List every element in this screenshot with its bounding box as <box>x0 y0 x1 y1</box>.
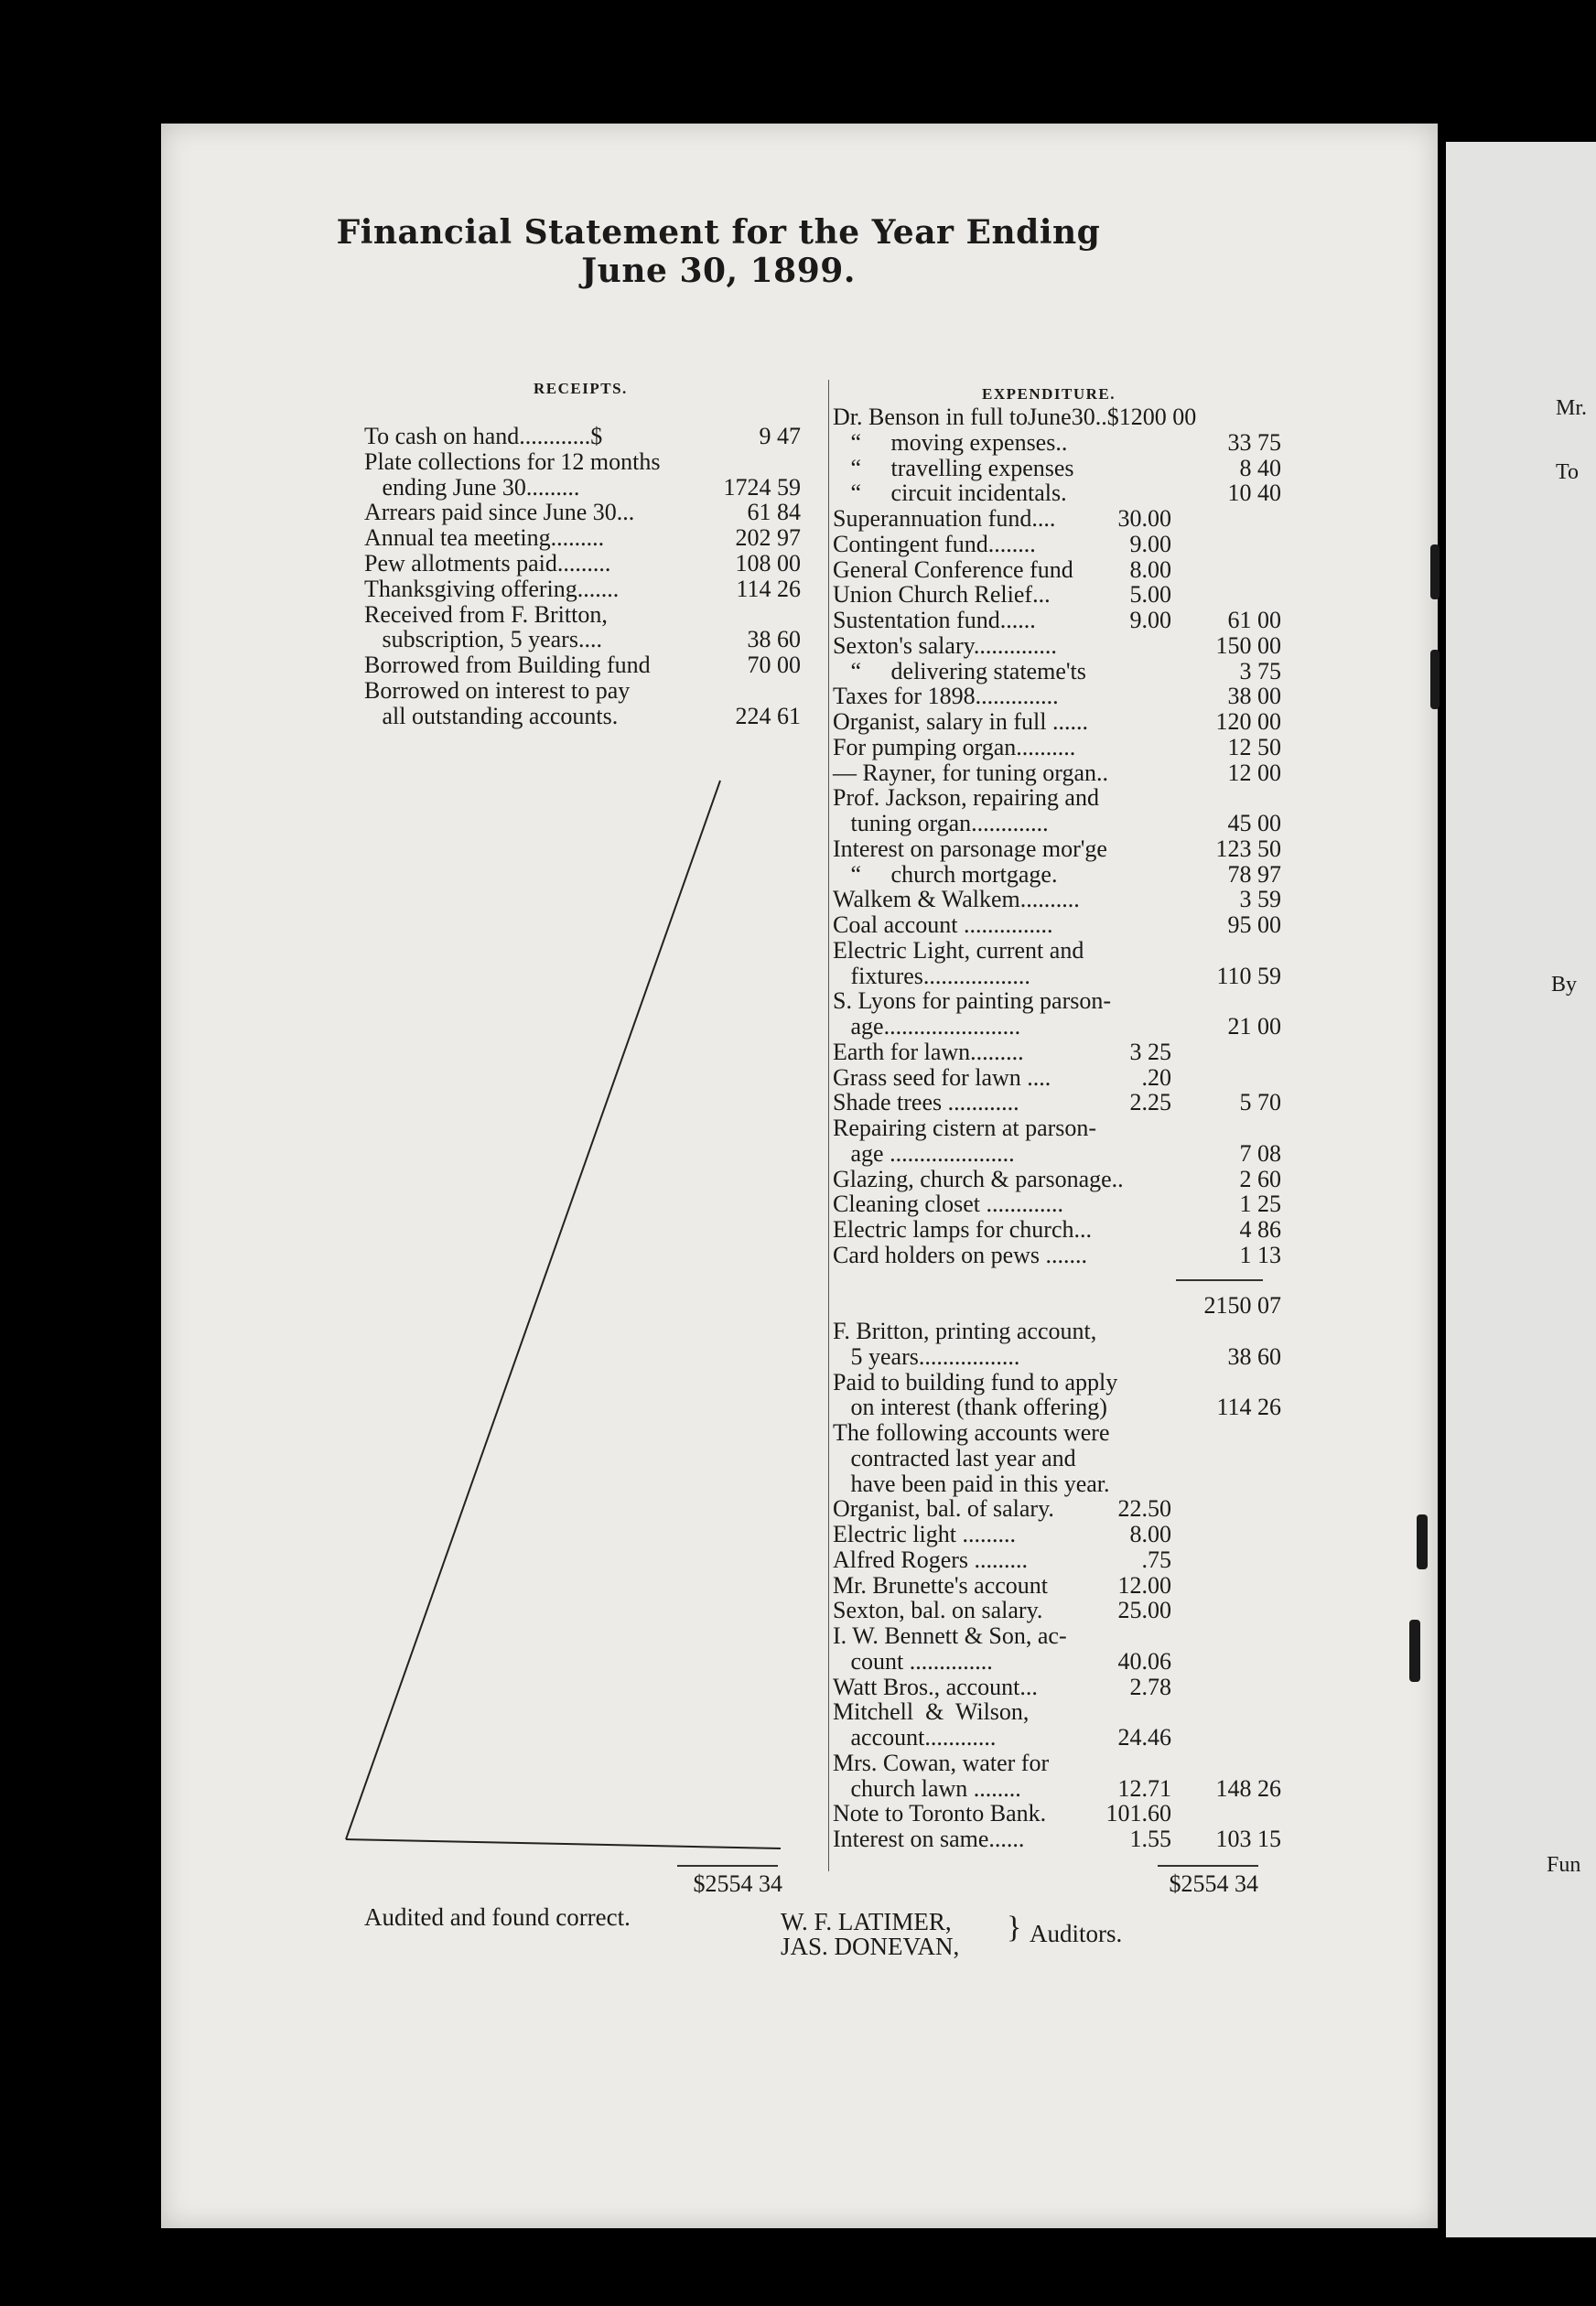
expenditure-line-text: age ..................... <box>833 1139 1015 1167</box>
expenditure-line-amount: 3 59 <box>1239 886 1281 913</box>
subtotal-rule <box>1176 1279 1263 1281</box>
expenditure-line-text: For pumping organ.......... <box>833 733 1076 760</box>
expenditure-line-text: Card holders on pews ....... <box>833 1241 1088 1268</box>
expenditure-line-subamount: .20 <box>1141 1063 1171 1091</box>
expenditure-line-text: “ moving expenses.. <box>833 428 1068 456</box>
expenditure-line-subamount: 1.55 <box>1129 1826 1171 1852</box>
expenditure-line-amount: 2150 07 <box>1203 1292 1281 1320</box>
expenditure-line-subamount: 40.06 <box>1117 1647 1171 1675</box>
expenditure-line-amount: 12 50 <box>1227 733 1281 760</box>
expenditure-line-amount: 1 25 <box>1239 1191 1281 1218</box>
expenditure-line-amount: 7 08 <box>1239 1139 1281 1167</box>
expenditure-line-text: Paid to building fund to apply <box>833 1368 1118 1395</box>
expenditure-line-text: Sexton, bal. on salary. <box>833 1597 1043 1624</box>
receipt-line-text: Borrowed from Building fund <box>364 652 651 679</box>
expenditure-line-text: F. Britton, printing account, <box>833 1318 1097 1344</box>
expenditure-line-text: Watt Bros., account... <box>833 1673 1038 1700</box>
expenditure-line-text: have been paid in this year. <box>833 1470 1110 1497</box>
expenditure-line-text: Mrs. Cowan, water for <box>833 1749 1050 1776</box>
expenditure-line-subamount: 9.00 <box>1129 530 1171 557</box>
expenditure-line-amount: 10 40 <box>1227 480 1281 507</box>
receipts-total: $2554 34 <box>693 1870 782 1897</box>
receipt-line-amount: 70 00 <box>747 652 801 679</box>
edge-text-by: By <box>1551 973 1578 997</box>
expenditure-line-text: “ travelling expenses <box>833 454 1074 481</box>
expenditure-line-subamount: 12.71 <box>1117 1774 1171 1802</box>
expenditure-line-amount: 8 40 <box>1239 454 1281 481</box>
edge-text-mr: Mr. <box>1556 396 1588 420</box>
receipt-line-text: Arrears paid since June 30... <box>364 499 635 526</box>
expenditure-line-text: I. W. Bennett & Son, ac- <box>833 1622 1067 1649</box>
auditor-brace: } <box>1007 1911 1022 1945</box>
expenditure-line-text: Grass seed for lawn .... <box>833 1063 1051 1091</box>
expenditure-line-text: “ delivering stateme'ts <box>833 657 1086 684</box>
expenditure-line-text: Superannuation fund.... <box>833 505 1056 532</box>
expenditure-line-amount: 38 00 <box>1227 683 1281 710</box>
receipt-line-text: ending June 30......... <box>364 473 580 501</box>
expenditure-line-amount: 33 75 <box>1227 428 1281 456</box>
receipt-line-text: subscription, 5 years.... <box>364 626 602 653</box>
expenditure-line-text: Electric Light, current and <box>833 936 1084 964</box>
auditor-name-1: W. F. LATIMER, <box>781 1908 952 1935</box>
expenditure-line-text: Organist, salary in full ...... <box>833 708 1088 735</box>
expenditure-total-rule <box>1158 1865 1258 1867</box>
receipt-line-amount: 224 61 <box>735 702 801 729</box>
expenditure-line-text: General Conference fund <box>833 555 1073 583</box>
expenditure-line-subamount: 101.60 <box>1105 1800 1171 1827</box>
expenditure-line-subamount: 8.00 <box>1129 555 1171 583</box>
expenditure-line-text: Sexton's salary.............. <box>833 631 1057 659</box>
receipt-line-text: Pew allotments paid......... <box>364 550 611 576</box>
expenditure-line-subamount: 30.00 <box>1117 505 1171 532</box>
receipt-line-text: Received from F. Britton, <box>364 600 608 628</box>
expenditure-line-text: count .............. <box>833 1647 993 1675</box>
expenditure-line-text: age....................... <box>833 1013 1021 1040</box>
expenditure-line-subamount: 22.50 <box>1117 1495 1171 1523</box>
fill-line <box>339 773 796 1871</box>
expenditure-line-amount: 114 26 <box>1216 1394 1281 1421</box>
expenditure-line-amount: 150 00 <box>1215 631 1281 659</box>
receipt-line-amount: 114 26 <box>736 575 801 602</box>
expenditure-line-text: on interest (thank offering) <box>833 1394 1107 1421</box>
expenditure-line-amount: 1 13 <box>1239 1241 1281 1268</box>
expenditure-line-subamount: 2.25 <box>1129 1089 1171 1116</box>
receipt-line-amount: 38 60 <box>747 626 801 653</box>
expenditure-line-amount: 148 26 <box>1215 1774 1281 1802</box>
expenditure-line-text: Contingent fund........ <box>833 530 1036 557</box>
expenditure-line-subamount: 9.00 <box>1129 607 1171 633</box>
expenditure-heading: EXPENDITURE. <box>982 385 1116 403</box>
expenditure-line-amount: 78 97 <box>1227 860 1281 888</box>
expenditure-line-text: account............ <box>833 1724 997 1751</box>
expenditure-line-text: Walkem & Walkem.......... <box>833 886 1080 913</box>
expenditure-line-text: Earth for lawn......... <box>833 1038 1024 1065</box>
auditor-name-2: JAS. DONEVAN, <box>781 1933 960 1960</box>
expenditure-line-amount: 103 15 <box>1215 1826 1281 1852</box>
expenditure-line-text: “ church mortgage. <box>833 860 1058 888</box>
expenditure-line-subamount: .75 <box>1141 1546 1171 1573</box>
expenditure-line-text: Cleaning closet ............. <box>833 1191 1064 1218</box>
receipt-line-text: To cash on hand............$ <box>364 423 603 449</box>
expenditure-line-text: The following accounts were <box>833 1419 1110 1446</box>
expenditure-line-text: Prof. Jackson, repairing and <box>833 784 1099 812</box>
expenditure-line-amount: 61 00 <box>1227 607 1281 633</box>
receipt-line-amount: 61 84 <box>747 499 801 526</box>
expenditure-line-amount: 12 00 <box>1227 759 1281 786</box>
expenditure-line-amount: 5 70 <box>1239 1089 1281 1116</box>
expenditure-line-text: 5 years................. <box>833 1342 1020 1370</box>
receipt-line-amount: 202 97 <box>735 524 801 552</box>
expenditure-line-text: Sustentation fund...... <box>833 607 1036 633</box>
binding-mark <box>1409 1620 1420 1682</box>
expenditure-line-text: Union Church Relief... <box>833 581 1051 609</box>
expenditure-line-text: Note to Toronto Bank. <box>833 1800 1047 1827</box>
expenditure-line-text: fixtures.................. <box>833 962 1030 989</box>
expenditure-line-text: Interest on same...... <box>833 1826 1025 1852</box>
expenditure-line-amount: 4 86 <box>1239 1216 1281 1243</box>
expenditure-total: $2554 34 <box>1169 1870 1258 1897</box>
expenditure-line-amount: 2 60 <box>1239 1165 1281 1192</box>
expenditure-line-subamount: 8.00 <box>1129 1521 1171 1547</box>
binding-mark <box>1430 650 1440 709</box>
receipts-heading: RECEIPTS. <box>534 380 628 397</box>
receipt-line-text: Borrowed on interest to pay <box>364 677 631 704</box>
receipt-line-amount: 108 00 <box>735 550 801 576</box>
expenditure-line-text: “ circuit incidentals. <box>833 480 1067 507</box>
expenditure-line-text: Shade trees ............ <box>833 1089 1019 1116</box>
audit-statement: Audited and found correct. <box>364 1903 631 1931</box>
receipts-total-rule <box>677 1865 778 1867</box>
binding-mark <box>1417 1514 1428 1569</box>
expenditure-line-amount: 3 75 <box>1239 657 1281 684</box>
expenditure-line-text: Organist, bal. of salary. <box>833 1495 1054 1523</box>
expenditure-line-amount: 45 00 <box>1227 810 1281 836</box>
page-title: Financial Statement for the Year Ending June 30, 1899. <box>336 213 1101 290</box>
auditors-label: Auditors. <box>1030 1920 1123 1947</box>
expenditure-line-text: Taxes for 1898.............. <box>833 683 1059 710</box>
expenditure-line-subamount: 5.00 <box>1129 581 1171 609</box>
receipt-line-amount: 1724 59 <box>723 473 801 501</box>
expenditure-line-amount: 21 00 <box>1227 1013 1281 1040</box>
expenditure-line-text: Interest on parsonage mor'ge <box>833 835 1107 862</box>
expenditure-line-text: Glazing, church & parsonage.. <box>833 1165 1124 1192</box>
expenditure-line-text: church lawn ........ <box>833 1774 1021 1802</box>
expenditure-line-text: Coal account ............... <box>833 911 1053 938</box>
expenditure-line-subamount: 3 25 <box>1129 1038 1171 1065</box>
expenditure-line-text: Electric lamps for church... <box>833 1216 1092 1243</box>
expenditure-line-amount: 38 60 <box>1227 1342 1281 1370</box>
expenditure-line-amount: 110 59 <box>1216 962 1281 989</box>
expenditure-line-subamount: 2.78 <box>1129 1673 1171 1700</box>
receipt-line-text: Annual tea meeting......... <box>364 524 605 552</box>
expenditure-line-text: Electric light ......... <box>833 1521 1017 1547</box>
expenditure-line-text: Dr. Benson in full toJune30..$1200 00 <box>833 404 1197 430</box>
adjacent-page <box>1446 142 1596 2237</box>
receipt-line-text: Plate collections for 12 months <box>364 447 661 475</box>
expenditure-line-subamount: 12.00 <box>1117 1571 1171 1599</box>
expenditure-line-text: Alfred Rogers ......... <box>833 1546 1029 1573</box>
expenditure-line-text: Mr. Brunette's account <box>833 1571 1049 1599</box>
expenditure-line-text: contracted last year and <box>833 1444 1076 1471</box>
expenditure-line-text: tuning organ............. <box>833 810 1049 836</box>
expenditure-line-amount: 120 00 <box>1215 708 1281 735</box>
column-divider <box>828 380 829 1871</box>
expenditure-line-text: — Rayner, for tuning organ.. <box>833 759 1109 786</box>
receipt-line-amount: 9 47 <box>759 423 801 449</box>
receipt-line-text: all outstanding accounts. <box>364 702 619 729</box>
expenditure-line-text: Repairing cistern at parson- <box>833 1115 1097 1141</box>
expenditure-line-subamount: 24.46 <box>1117 1724 1171 1751</box>
expenditure-line-amount: 123 50 <box>1215 835 1281 862</box>
edge-text-to: To <box>1556 460 1579 484</box>
expenditure-line-text: S. Lyons for painting parson- <box>833 987 1112 1015</box>
expenditure-line-text: Mitchell & Wilson, <box>833 1698 1030 1726</box>
expenditure-line-subamount: 25.00 <box>1117 1597 1171 1624</box>
edge-text-fun: Fun <box>1547 1853 1581 1877</box>
receipt-line-text: Thanksgiving offering....... <box>364 575 620 602</box>
expenditure-line-amount: 95 00 <box>1227 911 1281 938</box>
binding-mark <box>1430 544 1440 599</box>
